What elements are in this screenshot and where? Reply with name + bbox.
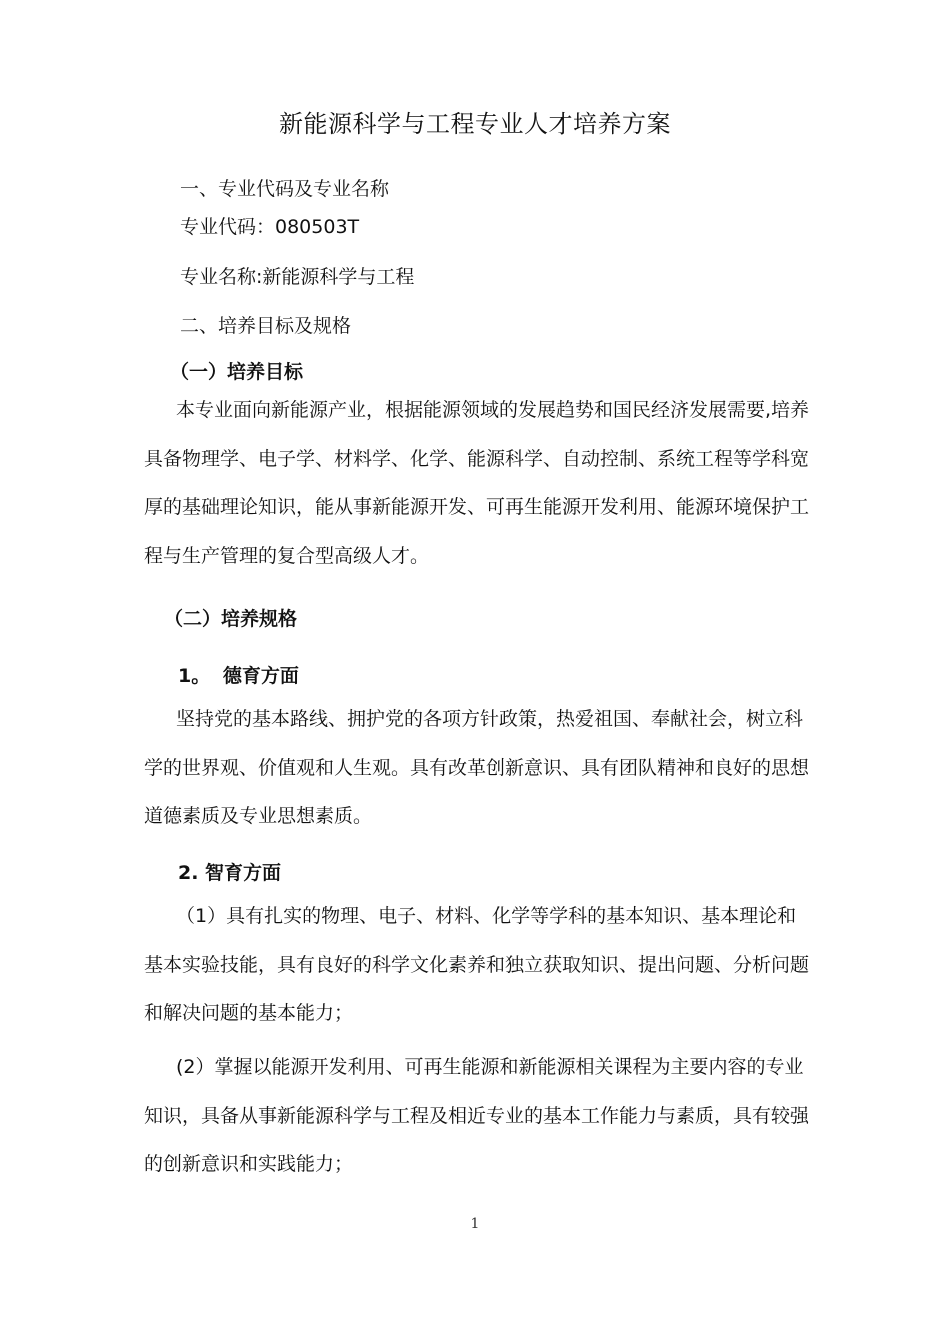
document-title: 新能源科学与工程专业人才培养方案 [279, 110, 671, 138]
sub2-heading: （二）培养规格 [164, 608, 298, 630]
sub1-heading: （一）培养目标 [170, 361, 304, 383]
paragraph-line: 坚持党的基本路线、拥护党的各项方针政策，热爱祖国、奉献社会，树立科 [176, 708, 804, 730]
paragraph-line: （1）具有扎实的物理、电子、材料、化学等学科的基本知识、基本理论和 [176, 905, 797, 927]
paragraph-line: 具备物理学、电子学、材料学、化学、能源科学、自动控制、系统工程等学科宽 [144, 447, 810, 470]
paragraph-line: 知识，具备从事新能源科学与工程及相近专业的基本工作能力与素质，具有较强 [144, 1104, 810, 1127]
intellectual-education-paragraph-2 [144, 1043, 816, 1189]
paragraph-line: 程与生产管理的复合型高级人才。 [144, 544, 430, 567]
page-number: 1 [470, 1216, 480, 1232]
item1-heading: 1。 德育方面 [178, 665, 299, 687]
paragraph-line: (2）掌握以能源开发利用、可再生能源和新能源相关课程为主要内容的专业 [176, 1056, 804, 1078]
item2-heading: 2. 智育方面 [178, 862, 282, 884]
paragraph-line: 学的世界观、价值观和人生观。具有改革创新意识、具有团队精神和良好的思想 [144, 756, 810, 779]
moral-education-paragraph [144, 695, 816, 841]
paragraph-line: 厚的基础理论知识，能从事新能源开发、可再生能源开发利用、能源环境保护工 [144, 496, 810, 518]
major-code: 专业代码：080503T [180, 216, 360, 238]
paragraph-line: 本专业面向新能源产业，根据能源领域的发展趋势和国民经济发展需要,培养 [176, 399, 810, 421]
training-goal-paragraph [144, 386, 816, 580]
paragraph-line: 道德素质及专业思想素质。 [144, 805, 373, 827]
intellectual-education-paragraph-1 [144, 892, 816, 1038]
major-name: 专业名称:新能源科学与工程 [180, 266, 415, 288]
section1-heading: 一、专业代码及专业名称 [180, 178, 390, 200]
paragraph-line: 基本实验技能，具有良好的科学文化素养和独立获取知识、提出问题、分析问题 [144, 953, 810, 976]
paragraph-line: 和解决问题的基本能力； [144, 1002, 354, 1024]
paragraph-line: 的创新意识和实践能力； [144, 1153, 354, 1175]
section2-heading: 二、培养目标及规格 [180, 315, 352, 337]
